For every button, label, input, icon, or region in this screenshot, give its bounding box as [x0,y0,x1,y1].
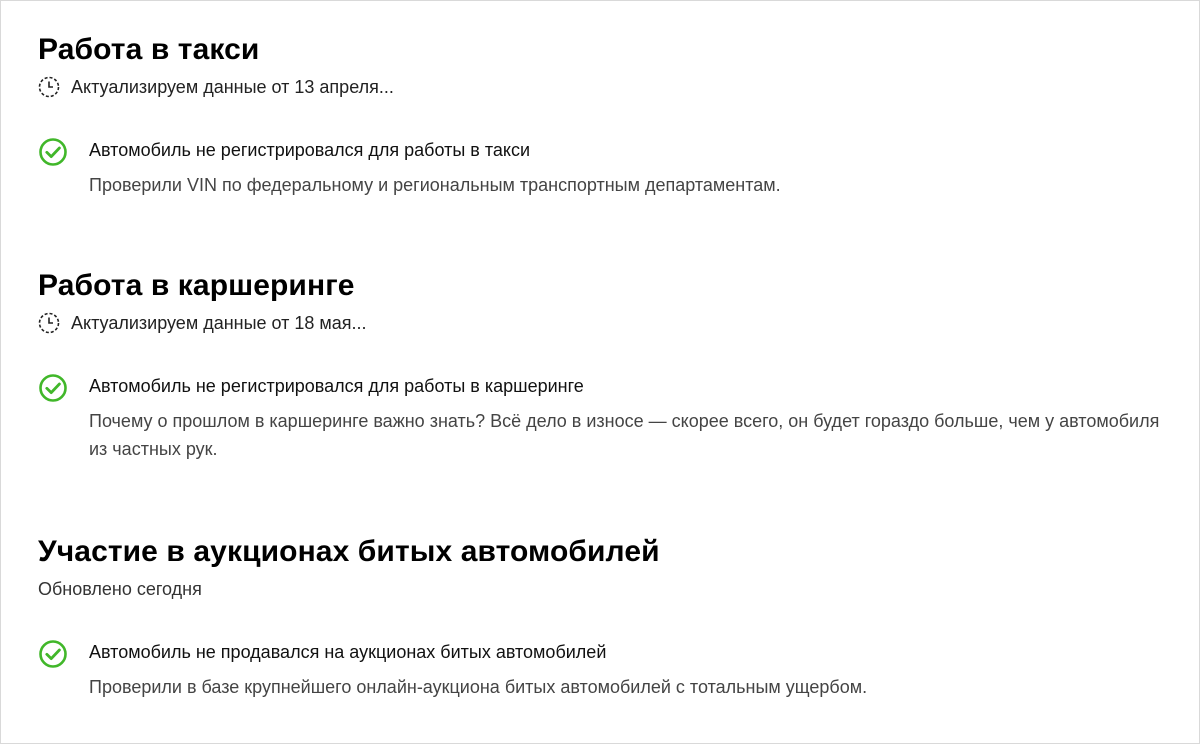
status-text: Обновлено сегодня [38,578,202,599]
check-description: Проверили в базе крупнейшего онлайн-аукциона битых автомобилей с тотальным ущербом. [89,677,868,697]
section-title: Работа в каршеринге [38,269,355,302]
check-title: Автомобиль не продавался на аукционах битых автомобилей [89,642,607,662]
check-description: Проверили VIN по федеральному и региональным транспортным департаментам. [89,175,781,195]
status-line [38,75,1179,99]
check-title: Автомобиль не регистрировался для работы в каршеринге [89,376,584,396]
clock-icon [38,76,60,98]
section-carsharing [38,269,1179,463]
status-line [38,577,1179,601]
section-title: Работа в такси [38,33,260,66]
clock-icon [38,312,60,334]
section-taxi [38,33,1179,199]
section-title: Участие в аукционах битых автомобилей [38,535,660,568]
check-circle-icon [38,137,68,167]
status-text: Актуализируем данные от 18 мая... [71,312,367,333]
check-item [38,639,1179,701]
check-circle-icon [38,639,68,669]
status-text: Актуализируем данные от 13 апреля... [71,76,394,97]
check-title: Автомобиль не регистрировался для работы в такси [89,140,531,160]
check-item [38,137,1179,199]
check-circle-icon [38,373,68,403]
check-description: Почему о прошлом в каршеринге важно знать? Всё дело в износе — скорее всего, он будет гораздо больше, чем у автомобиля из частных рук. [89,411,1160,459]
section-damaged-auctions [38,535,1179,701]
check-item [38,373,1179,463]
status-line [38,311,1179,335]
